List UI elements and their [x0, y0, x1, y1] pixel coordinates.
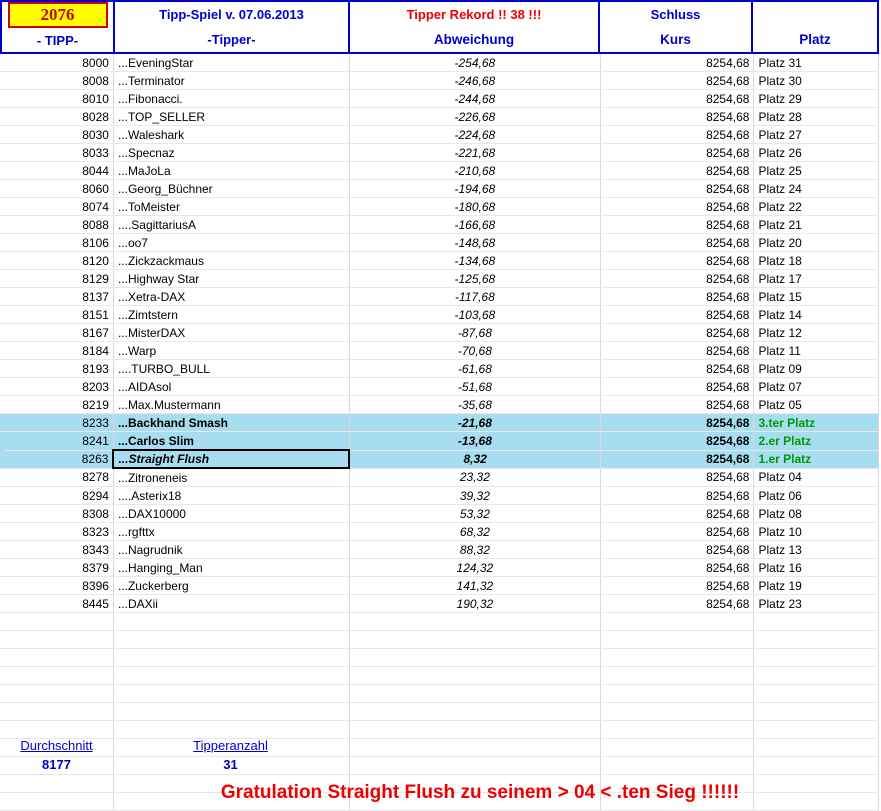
cell-tipp: 8008	[0, 72, 113, 90]
cell-platz: Platz 13	[754, 541, 879, 559]
cell-kurs: 8254,68	[600, 541, 754, 559]
cell-platz: Platz 23	[754, 595, 879, 613]
cell-empty	[754, 685, 879, 703]
cell-abweichung: 190,32	[349, 595, 600, 613]
cell-tipper: ...Xetra-DAX	[113, 288, 349, 306]
cell-empty	[0, 649, 113, 667]
cell-empty	[0, 631, 113, 649]
cell-kurs: 8254,68	[600, 396, 754, 414]
table-row[interactable]	[0, 252, 879, 270]
cell-kurs: 8254,68	[600, 559, 754, 577]
table-row[interactable]	[0, 378, 879, 396]
cell-kurs: 8254,68	[600, 306, 754, 324]
cell-abweichung: -13,68	[349, 432, 600, 451]
durchschnitt-label: Durchschnitt	[20, 738, 93, 753]
cell-abweichung: -61,68	[349, 360, 600, 378]
cell-abweichung: -224,68	[349, 126, 600, 144]
cell-tipper: ...MaJoLa	[113, 162, 349, 180]
cell-abweichung: 23,32	[349, 468, 600, 487]
table-row[interactable]	[0, 90, 879, 108]
cell-tipper: ...Waleshark	[113, 126, 349, 144]
cell-empty	[600, 613, 754, 631]
cell-tipper: ....Asterix18	[113, 487, 349, 505]
cell-abweichung: -103,68	[349, 306, 600, 324]
cell-tipp: 8120	[0, 252, 113, 270]
cell-empty	[754, 649, 879, 667]
cell-empty	[349, 613, 600, 631]
cell-abweichung: -244,68	[349, 90, 600, 108]
cell-tipper: ...Terminator	[113, 72, 349, 90]
cell-tipper: ...Nagrudnik	[113, 541, 349, 559]
footer-summary	[0, 738, 879, 804]
cell-empty	[600, 631, 754, 649]
cell-kurs: 8254,68	[600, 90, 754, 108]
cell-tipp: 8074	[0, 198, 113, 216]
header-col-kurs	[600, 2, 753, 52]
cell-empty	[113, 685, 349, 703]
cell-kurs: 8254,68	[600, 198, 754, 216]
cell-tipper: ...Carlos Slim	[113, 432, 349, 451]
header-col-tipper	[115, 2, 350, 52]
cell-empty	[349, 685, 600, 703]
cell-tipp: 8396	[0, 577, 113, 595]
table-row-empty[interactable]	[0, 721, 879, 739]
cell-abweichung: 124,32	[349, 559, 600, 577]
gratulation-message: Gratulation Straight Flush zu seinem > 04 < .ten Sieg !!!!!!	[220, 782, 740, 803]
cell-abweichung: 88,32	[349, 541, 600, 559]
cell-abweichung: -180,68	[349, 198, 600, 216]
cell-tipp: 8308	[0, 505, 113, 523]
cell-platz: Platz 16	[754, 559, 879, 577]
cell-tipper: ...Highway Star	[113, 270, 349, 288]
cell-platz: Platz 05	[754, 396, 879, 414]
footer-labels-spacer	[348, 738, 879, 753]
table-row[interactable]	[0, 324, 879, 342]
cell-tipper: ...Georg_Büchner	[113, 180, 349, 198]
cell-tipper: ...rgfttx	[113, 523, 349, 541]
cell-tipper: ...Zitroneneis	[113, 468, 349, 487]
cell-abweichung: -87,68	[349, 324, 600, 342]
table-row[interactable]	[0, 595, 879, 613]
cell-platz: Platz 09	[754, 360, 879, 378]
table-row-empty[interactable]	[0, 667, 879, 685]
cell-empty	[113, 721, 349, 739]
cell-empty	[600, 649, 754, 667]
cell-tipp: 8445	[0, 595, 113, 613]
cell-empty	[600, 721, 754, 739]
cell-tipp: 8294	[0, 487, 113, 505]
cell-tipper: ...Backhand Smash	[113, 414, 349, 432]
badge-cell	[2, 2, 113, 28]
header-col-tipp	[2, 2, 115, 52]
cell-abweichung: -117,68	[349, 288, 600, 306]
cell-platz: Platz 06	[754, 487, 879, 505]
footer-values-row	[0, 757, 879, 772]
cell-kurs: 8254,68	[600, 234, 754, 252]
cell-platz: Platz 21	[754, 216, 879, 234]
cell-platz: Platz 20	[754, 234, 879, 252]
cell-tipper: ...Max.Mustermann	[113, 396, 349, 414]
cell-tipp: 8219	[0, 396, 113, 414]
cell-empty	[0, 721, 113, 739]
cell-tipp: 8184	[0, 342, 113, 360]
cell-platz: Platz 22	[754, 198, 879, 216]
cell-kurs: 8254,68	[600, 487, 754, 505]
cell-empty	[0, 703, 113, 721]
cell-platz: 2.er Platz	[754, 432, 879, 451]
cell-abweichung: -35,68	[349, 396, 600, 414]
cell-tipper: ....TURBO_BULL	[113, 360, 349, 378]
tipperanzahl-value: 31	[223, 757, 238, 772]
cell-tipp: 8151	[0, 306, 113, 324]
cell-kurs: 8254,68	[600, 252, 754, 270]
cell-kurs: 8254,68	[600, 432, 754, 451]
cell-kurs: 8254,68	[600, 162, 754, 180]
cell-empty	[349, 703, 600, 721]
cell-platz: Platz 30	[754, 72, 879, 90]
cell-empty	[113, 703, 349, 721]
results-table	[0, 54, 879, 811]
table-row[interactable]	[0, 559, 879, 577]
cell-abweichung: 53,32	[349, 505, 600, 523]
cell-platz: Platz 19	[754, 577, 879, 595]
table-row[interactable]	[0, 162, 879, 180]
cell-abweichung: 141,32	[349, 577, 600, 595]
table-row[interactable]	[0, 432, 879, 451]
cell-abweichung: -254,68	[349, 54, 600, 72]
cell-kurs: 8254,68	[600, 54, 754, 72]
cell-platz: Platz 17	[754, 270, 879, 288]
cell-kurs: 8254,68	[600, 505, 754, 523]
cell-tipper: ...oo7	[113, 234, 349, 252]
cell-abweichung: -210,68	[349, 162, 600, 180]
table-row[interactable]	[0, 270, 879, 288]
cell-empty	[349, 667, 600, 685]
cell-tipper: ...TOP_SELLER	[113, 108, 349, 126]
cell-empty	[600, 703, 754, 721]
badge-number: 2076	[8, 2, 108, 28]
cell-tipper: ....SagittariusA	[113, 216, 349, 234]
cell-abweichung: -226,68	[349, 108, 600, 126]
cell-tipp: 8167	[0, 324, 113, 342]
cell-empty	[349, 631, 600, 649]
cell-platz: Platz 24	[754, 180, 879, 198]
header-label-schluss: Schluss	[650, 7, 701, 23]
table-row[interactable]	[0, 216, 879, 234]
cell-abweichung: -246,68	[349, 72, 600, 90]
cell-tipp: 8379	[0, 559, 113, 577]
cell-tipper: ...Zickzackmaus	[113, 252, 349, 270]
table-row[interactable]	[0, 126, 879, 144]
header-col-platz	[753, 2, 877, 52]
cell-tipp: 8000	[0, 54, 113, 72]
table-row[interactable]	[0, 541, 879, 559]
cell-kurs: 8254,68	[600, 414, 754, 432]
cell-tipp: 8193	[0, 360, 113, 378]
cell-tipp: 8278	[0, 468, 113, 487]
cell-platz: 1.er Platz	[754, 450, 879, 468]
cell-platz: Platz 07	[754, 378, 879, 396]
cell-tipper: ...AIDAsol	[113, 378, 349, 396]
cell-kurs: 8254,68	[600, 577, 754, 595]
cell-tipp: 8241	[0, 432, 113, 451]
cell-tipper: ...Fibonacci.	[113, 90, 349, 108]
cell-empty	[0, 685, 113, 703]
table-row[interactable]	[0, 108, 879, 126]
cell-tipper: ...Straight Flush	[113, 450, 349, 468]
cell-kurs: 8254,68	[600, 108, 754, 126]
cell-platz: Platz 18	[754, 252, 879, 270]
cell-platz: Platz 28	[754, 108, 879, 126]
table-row[interactable]	[0, 468, 879, 487]
cell-platz: Platz 12	[754, 324, 879, 342]
cell-empty	[754, 721, 879, 739]
cell-tipper: ...Hanging_Man	[113, 559, 349, 577]
cell-tipper: ...MisterDAX	[113, 324, 349, 342]
results-table-body	[0, 54, 879, 811]
header-label-tipper: -Tipper-	[207, 32, 256, 48]
cell-platz: Platz 11	[754, 342, 879, 360]
table-row-empty[interactable]	[0, 685, 879, 703]
cell-tipp: 8129	[0, 270, 113, 288]
cell-tipper: ...EveningStar	[113, 54, 349, 72]
cell-tipp: 8323	[0, 523, 113, 541]
cell-abweichung: -166,68	[349, 216, 600, 234]
table-row[interactable]	[0, 234, 879, 252]
cell-platz: 3.ter Platz	[754, 414, 879, 432]
cell-tipp: 8033	[0, 144, 113, 162]
table-row[interactable]	[0, 577, 879, 595]
table-row[interactable]	[0, 144, 879, 162]
cell-empty	[0, 613, 113, 631]
cell-platz: Platz 04	[754, 468, 879, 487]
cell-abweichung: -70,68	[349, 342, 600, 360]
table-row[interactable]	[0, 306, 879, 324]
cell-kurs: 8254,68	[600, 595, 754, 613]
table-row[interactable]	[0, 342, 879, 360]
cell-empty	[754, 667, 879, 685]
cell-platz: Platz 08	[754, 505, 879, 523]
header-label-tipp: - TIPP-	[36, 32, 79, 48]
table-row[interactable]	[0, 54, 879, 72]
cell-kurs: 8254,68	[600, 216, 754, 234]
table-row[interactable]	[0, 414, 879, 432]
cell-platz: Platz 10	[754, 523, 879, 541]
header-label-kurs: Kurs	[660, 32, 691, 48]
tipperanzahl-label: Tipperanzahl	[193, 738, 268, 753]
cell-empty	[349, 721, 600, 739]
footer-values-spacer	[348, 757, 879, 772]
cell-platz: Platz 25	[754, 162, 879, 180]
header-label-abweichung: Abweichung	[433, 32, 515, 48]
table-row-empty[interactable]	[0, 631, 879, 649]
table-row[interactable]	[0, 505, 879, 523]
row-selection-stripe	[0, 450, 5, 467]
footer-labels-row	[0, 738, 879, 753]
cell-tipp: 8030	[0, 126, 113, 144]
cell-tipp: 8106	[0, 234, 113, 252]
cell-empty	[0, 667, 113, 685]
cell-kurs: 8254,68	[600, 378, 754, 396]
cell-tipp: 8203	[0, 378, 113, 396]
durchschnitt-value: 8177	[42, 757, 71, 772]
cell-abweichung: -21,68	[349, 414, 600, 432]
cell-tipp: 8060	[0, 180, 113, 198]
table-row[interactable]	[0, 198, 879, 216]
cell-kurs: 8254,68	[600, 523, 754, 541]
cell-tipp: 8263	[0, 450, 113, 468]
cell-kurs: 8254,68	[600, 360, 754, 378]
cell-abweichung: 8,32	[349, 450, 600, 468]
cell-kurs: 8254,68	[600, 270, 754, 288]
cell-kurs: 8254,68	[600, 72, 754, 90]
cell-tipp: 8137	[0, 288, 113, 306]
table-row[interactable]	[0, 360, 879, 378]
cell-abweichung: -221,68	[349, 144, 600, 162]
cell-abweichung: -194,68	[349, 180, 600, 198]
cell-tipper: ...Zuckerberg	[113, 577, 349, 595]
cell-tipper: ...DAXii	[113, 595, 349, 613]
cell-abweichung: -148,68	[349, 234, 600, 252]
cell-empty	[600, 685, 754, 703]
record-title: Tipper Rekord !! 38 !!!	[406, 7, 542, 23]
table-row[interactable]	[0, 288, 879, 306]
cell-abweichung: -125,68	[349, 270, 600, 288]
cell-kurs: 8254,68	[600, 126, 754, 144]
cell-platz: Platz 27	[754, 126, 879, 144]
cell-empty	[113, 631, 349, 649]
cell-empty	[754, 613, 879, 631]
cell-abweichung: -134,68	[349, 252, 600, 270]
table-row[interactable]	[0, 450, 879, 468]
cell-abweichung: -51,68	[349, 378, 600, 396]
cell-empty	[113, 613, 349, 631]
cell-empty	[349, 649, 600, 667]
table-row-empty[interactable]	[0, 703, 879, 721]
cell-tipper: ...Zimtstern	[113, 306, 349, 324]
table-row[interactable]	[0, 180, 879, 198]
cell-platz: Platz 14	[754, 306, 879, 324]
cell-platz: Platz 15	[754, 288, 879, 306]
header-spacer	[753, 2, 877, 28]
cell-kurs: 8254,68	[600, 468, 754, 487]
cell-empty	[600, 667, 754, 685]
cell-platz: Platz 31	[754, 54, 879, 72]
cell-tipp: 8028	[0, 108, 113, 126]
cell-tipper: ...Warp	[113, 342, 349, 360]
cell-empty	[113, 649, 349, 667]
table-row-empty[interactable]	[0, 649, 879, 667]
cell-tipper: ...DAX10000	[113, 505, 349, 523]
cell-tipp: 8088	[0, 216, 113, 234]
cell-tipper: ...Specnaz	[113, 144, 349, 162]
header-col-abweichung	[350, 2, 600, 52]
cell-platz: Platz 26	[754, 144, 879, 162]
cell-abweichung: 68,32	[349, 523, 600, 541]
header-label-platz: Platz	[799, 32, 831, 48]
table-row[interactable]	[0, 396, 879, 414]
cell-empty	[754, 703, 879, 721]
cell-platz: Platz 29	[754, 90, 879, 108]
cell-kurs: 8254,68	[600, 450, 754, 468]
cell-kurs: 8254,68	[600, 324, 754, 342]
cell-kurs: 8254,68	[600, 180, 754, 198]
table-row[interactable]	[0, 487, 879, 505]
cell-tipp: 8343	[0, 541, 113, 559]
cell-tipp: 8010	[0, 90, 113, 108]
cell-kurs: 8254,68	[600, 342, 754, 360]
cell-kurs: 8254,68	[600, 288, 754, 306]
cell-empty	[754, 631, 879, 649]
cell-kurs: 8254,68	[600, 144, 754, 162]
table-row[interactable]	[0, 72, 879, 90]
cell-tipp: 8044	[0, 162, 113, 180]
table-header	[0, 0, 879, 54]
cell-tipp: 8233	[0, 414, 113, 432]
cell-tipper: ...ToMeister	[113, 198, 349, 216]
cell-abweichung: 39,32	[349, 487, 600, 505]
game-title: Tipp-Spiel v. 07.06.2013	[159, 7, 304, 23]
cell-empty	[113, 667, 349, 685]
table-row[interactable]	[0, 523, 879, 541]
table-row-empty[interactable]	[0, 613, 879, 631]
